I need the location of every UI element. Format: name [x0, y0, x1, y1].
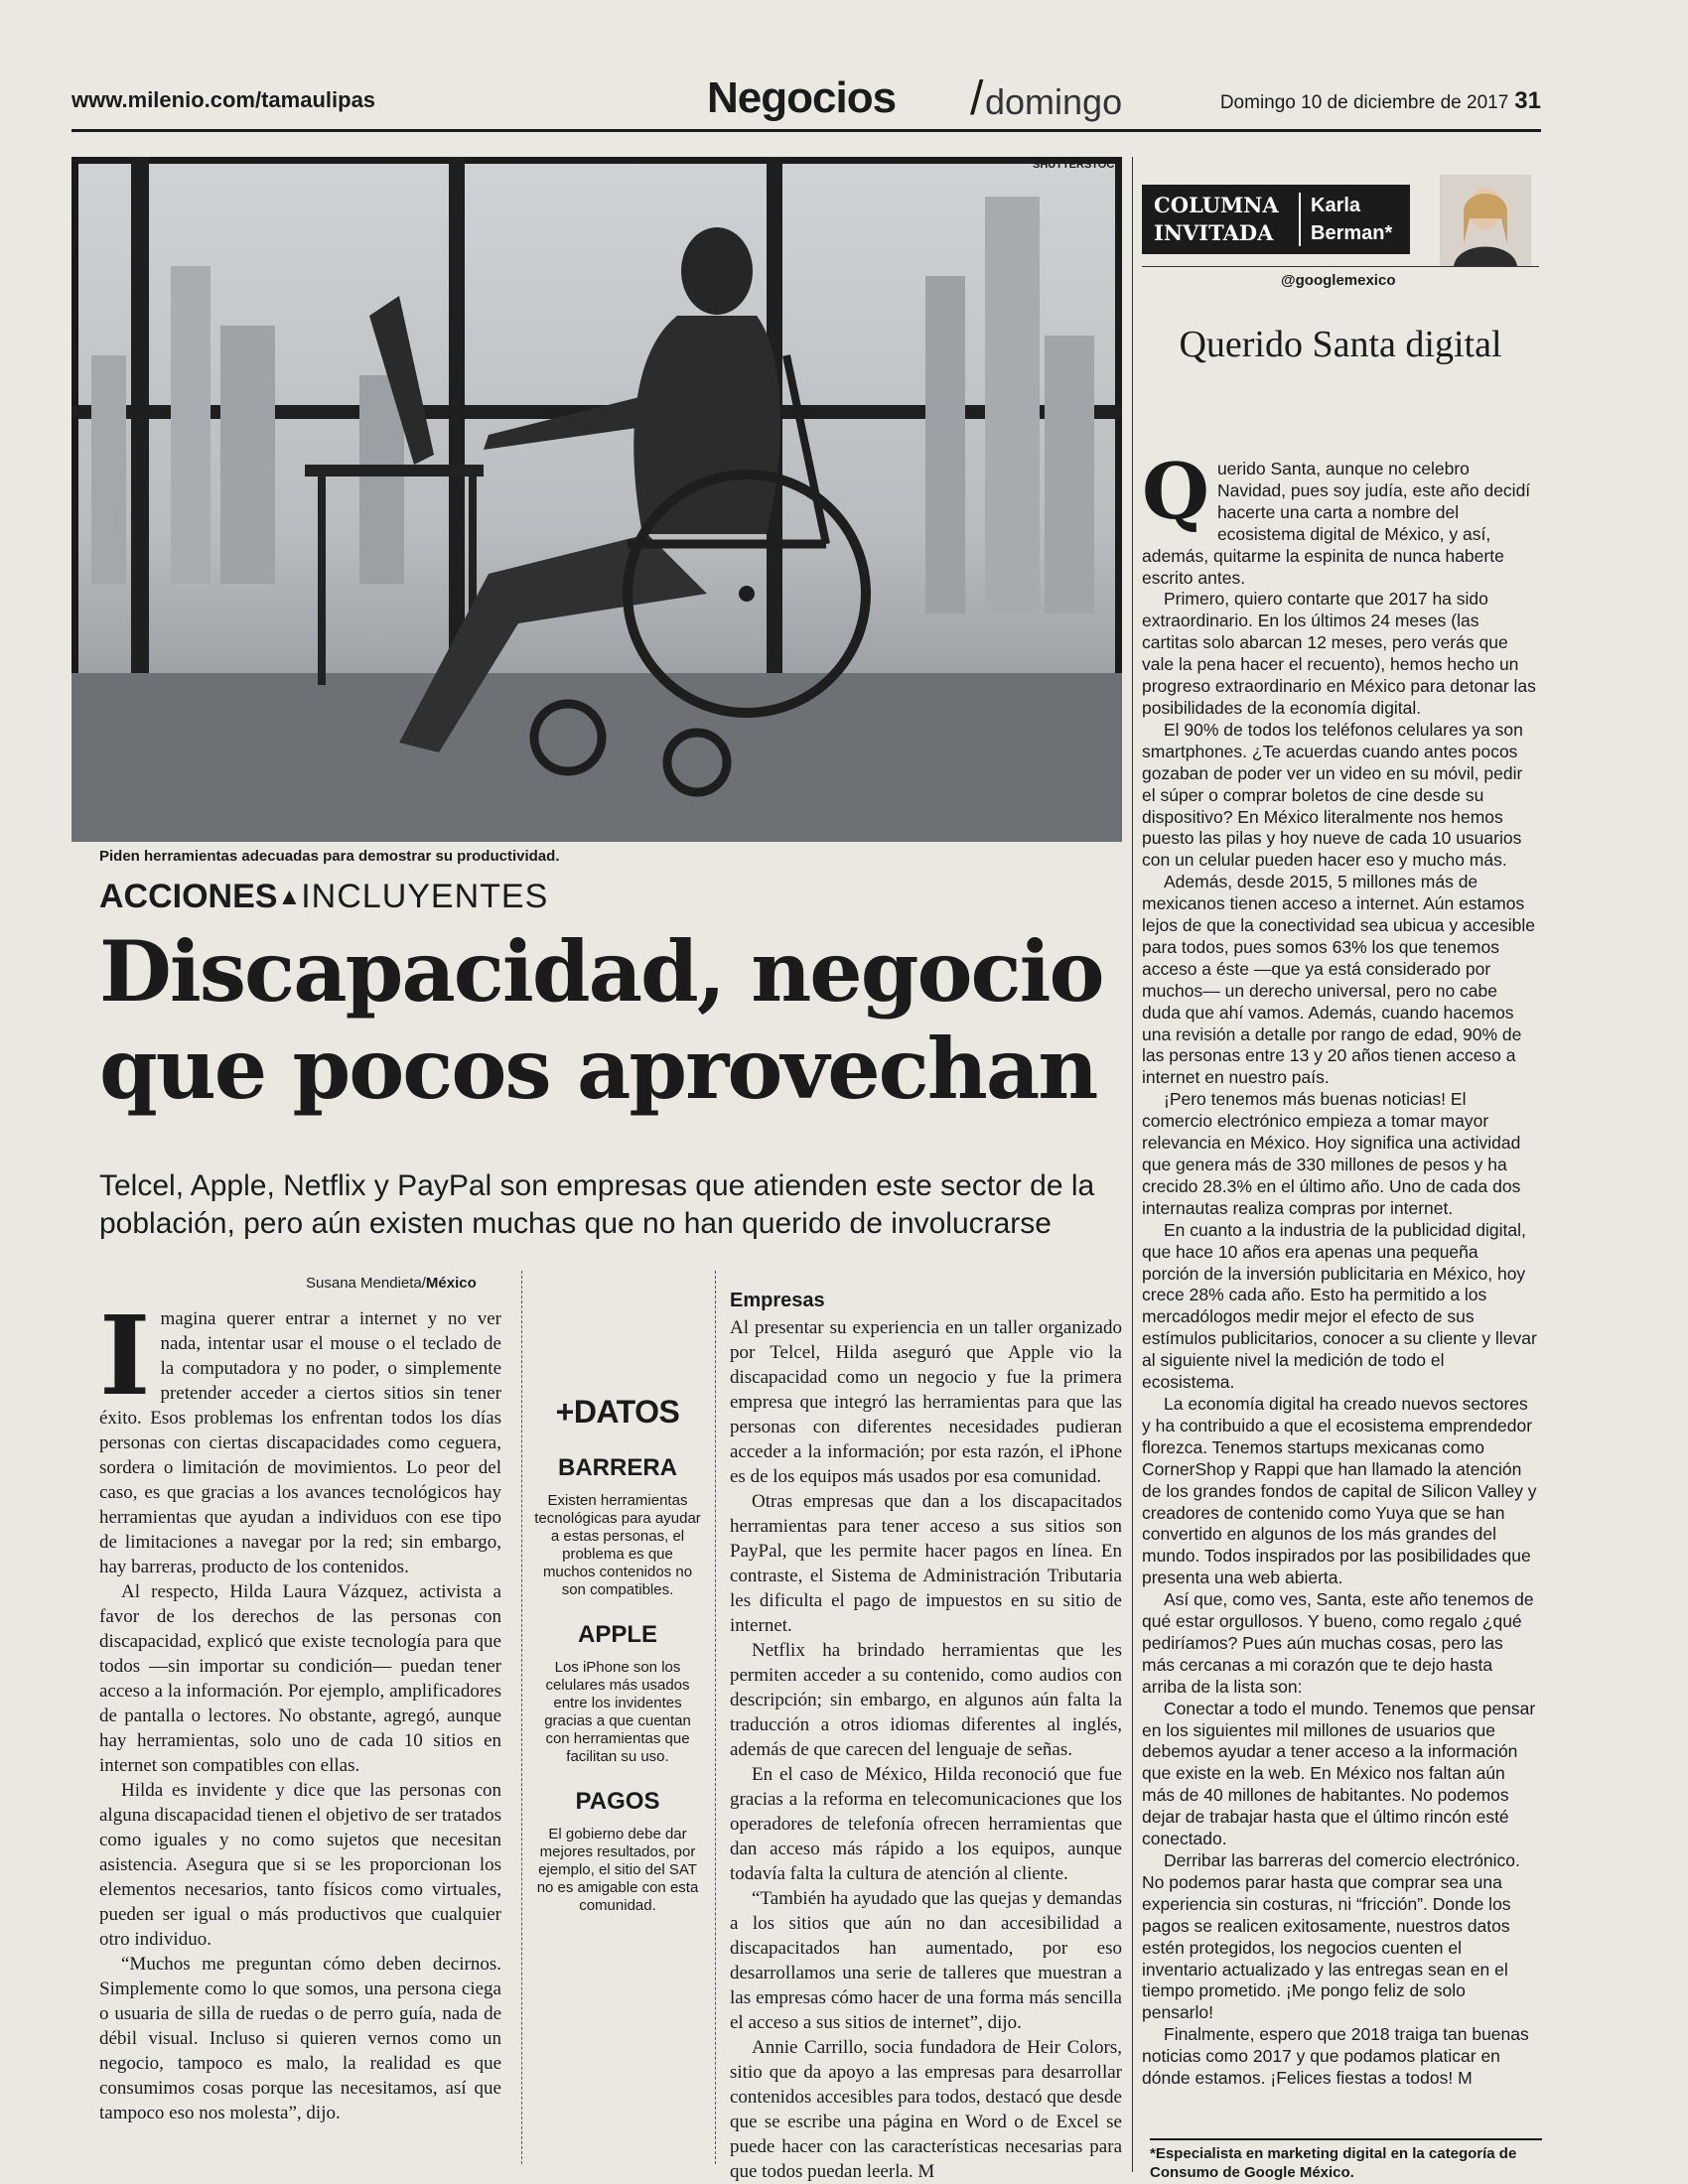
datos-divider-left	[521, 1271, 523, 2164]
body-paragraph: Primero, quiero contarte que 2017 ha sido extraordinario. En los últimos 24 meses (las cartitas solo abarcan 12 meses, pero verás que vale la pena hacer el recuento), hemos hecho un progreso extraordinario en México para detonar las posibilidades de la economía digital.	[1142, 589, 1536, 718]
date-text: Domingo 10 de diciembre de 2017	[1219, 92, 1509, 113]
article-body-middle	[730, 1289, 1122, 2184]
author-portrait-icon	[1440, 175, 1531, 266]
datos-heading: BARRERA	[558, 1454, 677, 1481]
author-handle[interactable]: @googlemexico	[1281, 272, 1396, 289]
datos-heading: PAGOS	[575, 1788, 660, 1815]
body-paragraph: Annie Carrillo, socia fundadora de Heir Colors, sitio que da apoyo a las empresas para desarrollar contenidos accesibles para todos, destacó que desde que se escribe una página en Word o de Excel se puede hacer con las características necesarias para que todos puedan leerla. M	[730, 2037, 1122, 2182]
wheelchair-office-illustration	[71, 157, 1122, 842]
datos-sidebar	[528, 1291, 707, 1915]
body-paragraph: “También ha ayudado que las quejas y demandas a los sitios que aún no dan accesibilidad a discapacitados han aumentado, por eso desarrollamos una serie de talleres que muestran a las empresas cómo hacer de una forma más sencilla el acceso a sus sitios de internet”, dijo.	[730, 1888, 1122, 2033]
column-footnote: *Especialista en marketing digital en la categoría de Consumo de Google México.	[1150, 2138, 1542, 2182]
author-last-name: Berman*	[1311, 222, 1393, 244]
article-photo	[71, 157, 1122, 842]
section-kicker	[99, 878, 548, 916]
body-paragraph: Al presentar su experiencia en un taller organizado por Telcel, Hilda aseguró que Apple vio la discapacidad como un negocio y fue la primera empresa que integró las herramientas para que las personas con diferentes necesidades pudieran acceder a la información; por esta razón, el iPhone es de los equipos más usados por esa comunidad.	[730, 1317, 1122, 1487]
guest-column-tag	[1142, 175, 1539, 267]
section-subtitle: domingo	[985, 81, 1123, 122]
byline-place: México	[425, 1275, 477, 1292]
column-title: Querido Santa digital	[1179, 324, 1502, 365]
byline-author: Susana Mendieta/	[306, 1275, 426, 1292]
byline	[306, 1275, 477, 1292]
body-paragraph: Otras empresas que dan a los discapacitados herramientas para tener acceso a sus sitios son PayPal, que les permite hacer pagos en línea. En contraste, el Sistema de Administración Tributaria les dificulta el pago de impuestos en su sitio de internet.	[730, 1491, 1122, 1636]
page-number: 31	[1514, 87, 1541, 114]
issue-date	[1220, 87, 1541, 115]
datos-divider-right	[715, 1271, 717, 2164]
author-first-name: Karla	[1311, 195, 1361, 216]
body-paragraph	[99, 1292, 501, 1579]
section-slash-icon: /	[970, 72, 984, 125]
first-paragraph-text: magina querer entrar a internet y no ver nada, intentar usar el mouse o el teclado de la computadora y no poder, o simplemente pretender acceder a ciertos sitios sin tener éxito. Esos problemas los enfrentan todos los días personas con ciertas discapacidades como ceguera, sordera o limitación de movimientos. Lo peor del caso, es que gracias a los avances tecnológicos hay herramientas que ayudan a individuos con ese tipo de limitaciones a navegar por la red; sin embargo, hay barreras, producto de los contenidos.	[99, 1308, 501, 1577]
body-paragraph: Hilda es invidente y dice que las personas con alguna discapacidad tienen el objetivo de ser tratados como iguales y no como sujetos que necesitan asistencia. Asegura que si se les proporcionan los elementos necesarios, tanto físicos como virtuales, pueden ser igual o más productivos que cualquier otro individuo.	[99, 1780, 501, 1950]
tag-line-2: INVITADA	[1154, 220, 1274, 245]
deck: Telcel, Apple, Netflix y PayPal son empresas que atienden este sector de la población, pero aún existen muchas que no han querido de involucrarse	[99, 1169, 1095, 1240]
body-paragraph: Netflix ha brindado herramientas que les permiten acceder a su contenido, como audios con descripción; sin embargo, en algunos aún falta la traducción a otros idiomas diferentes al inglés, además de que carecen del lenguaje de señas.	[730, 1640, 1122, 1760]
datos-heading: APPLE	[577, 1621, 657, 1648]
body-paragraph: Finalmente, espero que 2018 traiga tan buenas noticias como 2017 y que podamos platicar en dónde estamos. ¡Felices fiestas a todos! M	[1142, 2024, 1529, 2089]
tag-line-1: COLUMNA	[1154, 193, 1279, 217]
body-paragraph: La economía digital ha creado nuevos sectores y ha contribuido a que el ecosistema emprendedor florezca. Tenemos startups mexicanas como CornerShop y Rappi que han llamado la atención de los grandes fondos de capital de Silicon Valley y creadores de contenido como Yuya que se han convertido en algunos de los más grandes del mundo. Todos inspirados por las posibilidades que presenta una web abierta.	[1142, 1393, 1537, 1588]
site-url[interactable]: www.milenio.com/tamaulipas	[71, 87, 376, 112]
body-paragraph: ¡Pero tenemos más buenas noticias! El comercio electrónico empieza a tomar mayor relevancia en México. Hoy significa una actividad que genera más de 330 millones de pesos y ha crecido 28.3% en el último año. Uno de cada dos internautas realiza compras por internet.	[1142, 1089, 1521, 1218]
kicker-light: INCLUYENTES	[301, 878, 549, 915]
datos-text: Existen herramientas tecnológicas para ayudar a estas personas, el problema es que muchos contenidos no son compatibles.	[534, 1492, 701, 1598]
body-paragraph: Además, desde 2015, 5 millones más de mexicanos tienen acceso a internet. Aún estamos lejos de que la conectividad sea ubicua y accesible para todos, pues somos 63% los que tenemos acceso a éste —que ya está considerado por muchos— un derecho universal, pero no cabe duda que ahí vamos. Además, cuando hacemos una revisión a detalle por rango de edad, 90% de las personas entre 13 y 20 años tienen acceso a internet en nuestro país.	[1142, 872, 1535, 1088]
datos-title: +DATOS	[555, 1394, 680, 1430]
first-paragraph-text: uerido Santa, aunque no celebro Navidad, pues soy judía, este año decidí hacerte una carta a nombre del ecosistema digital de México, y así, además, quitarme la espinita de nunca haberte escrito antes.	[1142, 459, 1531, 588]
body-paragraph: El 90% de todos los teléfonos celulares ya son smartphones. ¿Te acuerdas cuando antes pocos gozaban de poder ver un video en su móvil, pedir el súper o comprar boletos de cine desde su dispositivo? En México literalmente nos hemos puesto las pilas y hoy nueve de cada 10 usuarios con un celular pueden hacer eso y mucho más.	[1142, 719, 1523, 871]
article-body-left	[99, 1292, 501, 2125]
column-body	[1142, 447, 1537, 2090]
body-paragraph: “Muchos me preguntan cómo deben decirnos. Simplemente como lo que somos, una persona ciega o usuaria de silla de ruedas o de perro guía, nada de débil visual. Incluso si quieren vernos como un negocio, tampoco es malo, la realidad es que consumimos cosas porque las necesitamos, así que tampoco eso nos molesta”, dijo.	[99, 1954, 501, 2123]
body-paragraph: Así que, como ves, Santa, este año tenemos de qué estar orgullosos. Y bueno, como regalo ¿qué pediríamos? Pues aún muchas cosas, pero las más cercanas a mi corazón que te dejo hasta arriba de la lista son:	[1142, 1589, 1534, 1697]
column-divider	[1132, 157, 1133, 2172]
tag-separator	[1299, 193, 1301, 246]
body-paragraph: Al respecto, Hilda Laura Vázquez, activista a favor de los derechos de las personas con discapacidad, explicó que existe tecnología para que todos —sin importar su condición— puedan tener acceso a la información. Por ejemplo, amplificadores de pantalla o lectores. No obstante, agregó, aunque hay herramientas, solo uno de cada 10 sitios en internet son compatibles con ellas.	[99, 1581, 501, 1776]
datos-text: Los iPhone son los celulares más usados entre los invidentes gracias a que cuentan con herramientas que facilitan su uso.	[544, 1659, 691, 1765]
author-avatar	[1440, 175, 1531, 266]
body-paragraph: En cuanto a la industria de la publicidad digital, que hace 10 años era apenas una pequeña porción de la inversión publicitaria en México, hoy crece 28% cada año. Esto ha permitido a los mercadólogos medir mejor el efecto de sus estímulos publicitarios, conocer a su cliente y llevar al siguiente nivel la medición de todo el ecosistema.	[1142, 1219, 1537, 1393]
photo-caption: Piden herramientas adecuadas para demostrar su productividad.	[99, 848, 560, 865]
body-paragraph	[1142, 447, 1537, 589]
guest-column-label	[1142, 185, 1410, 254]
subhead: Empresas	[730, 1290, 825, 1311]
photo-credit: SHUTTERSTOCK	[1033, 159, 1123, 171]
dropcap: Q	[1142, 447, 1209, 537]
kicker-arrow-icon: ▲	[277, 884, 302, 910]
kicker-bold: ACCIONES	[99, 878, 278, 915]
body-paragraph: Derribar las barreras del comercio electrónico. No podemos parar hasta que comprar sea una experiencia sin costuras, ni “fricción”. Donde los pagos se realicen exitosamente, nuestros datos estén protegidos, los negocios cuenten el inventario actualizado y las entregas sean en el tiempo prometido. ¡Me pongo feliz de solo pensarlo!	[1142, 1850, 1520, 2023]
masthead	[71, 69, 1541, 132]
datos-text: El gobierno debe dar mejores resultados, por ejemplo, el sitio del SAT no es amigable con esta comunidad.	[536, 1826, 699, 1914]
dropcap: I	[99, 1292, 151, 1420]
body-paragraph: En el caso de México, Hilda reconoció que fue gracias a la reforma en telecomunicaciones que los operadores de telefonía ofrecen herramientas que dan acceso más rápido a los equipos, aunque todavía falta la cultura de atención al cliente.	[730, 1764, 1122, 1884]
headline: Discapacidad, negocio que pocos aprovechan	[99, 922, 1103, 1118]
body-paragraph: Conectar a todo el mundo. Tenemos que pensar en los siguientes mil millones de usuarios que debemos ayudar a tener acceso a la información que existe en la web. En México nos faltan aún más de 40 millones de habitantes. No podemos dejar de trabajar hasta que el último rincón esté conectado.	[1142, 1698, 1536, 1849]
section-title: Negocios	[707, 73, 897, 122]
